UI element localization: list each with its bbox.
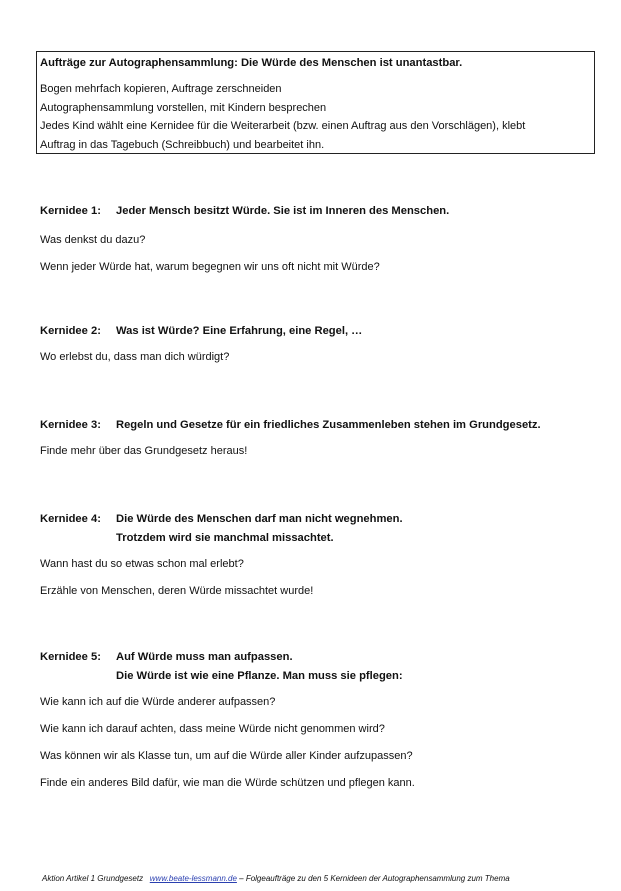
question-text: Was können wir als Klasse tun, um auf die Würde aller Kinder aufzupassen? — [40, 750, 413, 762]
kernidee-number: Kernidee 3: — [40, 419, 101, 431]
kernidee-3-section — [40, 416, 600, 458]
kernidee-title — [116, 648, 600, 686]
kernidee-number: Kernidee 2: — [40, 325, 101, 337]
kernidee-title-line: Trotzdem wird sie manchmal missachtet. — [116, 532, 334, 544]
question-text: Wie kann ich auf die Würde anderer aufpassen? — [40, 696, 276, 708]
kernidee-5-section — [40, 648, 600, 790]
kernidee-title-line: Regeln und Gesetze für ein friedliches Zusammenleben stehen im Grundgesetz. — [116, 419, 541, 431]
kernidee-number: Kernidee 1: — [40, 205, 101, 217]
question-text: Wie kann ich darauf achten, dass meine Würde nicht genommen wird? — [40, 723, 385, 735]
intro-line: Autographensammlung vorstellen, mit Kindern besprechen — [40, 101, 327, 114]
kernidee-1-section — [40, 202, 600, 274]
question-text: Wo erlebst du, dass man dich würdigt? — [40, 351, 230, 363]
intro-line: Jedes Kind wählt eine Kernidee für die Weiterarbeit (bzw. einen Auftrag aus den Vorschlägen), klebt — [40, 120, 526, 132]
kernidee-4-section — [40, 510, 600, 598]
kernidee-heading — [40, 416, 600, 435]
kernidee-heading — [40, 510, 600, 548]
question-text: Erzähle von Menschen, deren Würde missachtet wurde! — [40, 585, 314, 597]
question-text: Was denkst du dazu? — [40, 234, 146, 246]
question-text: Finde ein anderes Bild dafür, wie man die Würde schützen und pflegen kann. — [40, 777, 415, 789]
intro-box — [36, 51, 595, 154]
intro-line: Auftrag in das Tagebuch (Schreibbuch) und bearbeitet ihn. — [40, 138, 325, 151]
kernidee-heading — [40, 648, 600, 686]
page-footer — [42, 874, 510, 883]
kernidee-title-line: Die Würde des Menschen darf man nicht wegnehmen. — [116, 513, 403, 525]
kernidee-number: Kernidee 5: — [40, 651, 101, 663]
intro-title: Aufträge zur Autographensammlung: Die Würde des Menschen ist unantastbar. — [40, 57, 463, 69]
question-text: Wenn jeder Würde hat, warum begegnen wir uns oft nicht mit Würde? — [40, 261, 380, 273]
kernidee-title-line: Was ist Würde? Eine Erfahrung, eine Regel, … — [116, 325, 363, 337]
intro-lines — [40, 80, 591, 154]
kernidee-title-line: Auf Würde muss man aufpassen. — [116, 651, 293, 663]
kernidee-2-section — [40, 322, 600, 364]
intro-line: Bogen mehrfach kopieren, Auftrage zerschneiden — [40, 83, 282, 95]
question-text: Finde mehr über das Grundgesetz heraus! — [40, 445, 248, 457]
kernidee-heading — [40, 322, 600, 341]
kernidee-title — [116, 416, 600, 435]
footer-website-link[interactable]: www.beate-lessmann.de — [149, 874, 237, 883]
kernidee-title-line: Die Würde ist wie eine Pflanze. Man muss sie pflegen: — [116, 670, 403, 682]
question-text: Wann hast du so etwas schon mal erlebt? — [40, 558, 244, 570]
kernidee-number: Kernidee 4: — [40, 513, 101, 525]
kernidee-title — [116, 322, 600, 341]
kernidee-title-line: Jeder Mensch besitzt Würde. Sie ist im Inneren des Menschen. — [116, 205, 450, 217]
kernidee-title — [116, 510, 600, 548]
footer-prefix: Aktion Artikel 1 Grundgesetz — [42, 874, 144, 883]
kernidee-title — [116, 202, 600, 221]
kernidee-heading — [40, 202, 600, 221]
footer-suffix: – Folgeaufträge zu den 5 Kernideen der Autographensammlung zum Thema — [236, 874, 510, 883]
